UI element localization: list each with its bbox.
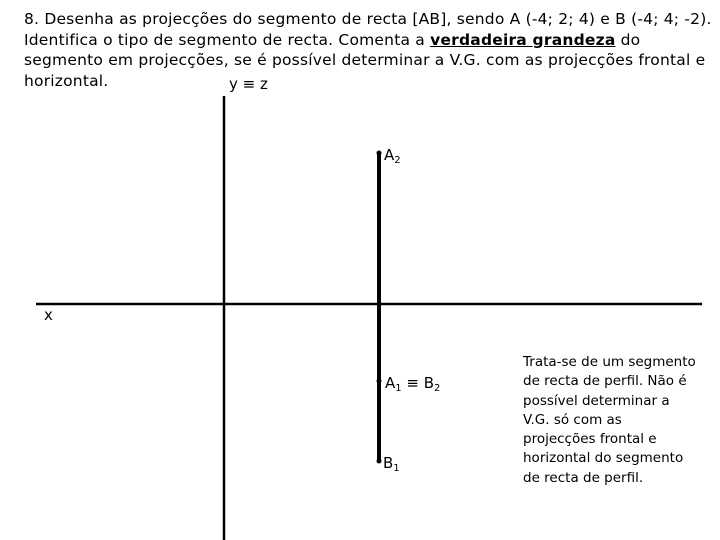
label-b1-index: 1 xyxy=(393,463,400,474)
label-a1-index: 1 xyxy=(395,383,402,394)
problem-text-2: do segmento em projecções, se é possível determinar a V.G. com as projecções frontal e horizontal. xyxy=(24,30,706,90)
label-a2-index: 2 xyxy=(394,155,401,166)
label-a2 xyxy=(384,147,401,169)
label-b1-letter: B xyxy=(383,454,394,472)
point-b1 xyxy=(377,459,382,464)
axis-yz-label: y ≡ z xyxy=(229,75,268,93)
label-a2-letter: A xyxy=(384,146,395,164)
axis-x-label: x xyxy=(44,306,53,324)
answer-text: Trata-se de um segmento de recta de perfil. Não é possível determinar a V.G. só com as projecções frontal e horizontal do segmento de recta de perfil. xyxy=(523,354,696,486)
label-b1 xyxy=(383,455,400,477)
point-a2 xyxy=(377,151,382,156)
point-a1-b2 xyxy=(377,379,382,384)
label-a1-letter: A xyxy=(385,374,396,392)
problem-emphasis: verdadeira grandeza xyxy=(430,30,616,49)
label-coincide-b: ≡ B xyxy=(401,374,435,392)
label-b2-index: 2 xyxy=(434,383,441,394)
label-a1-b2 xyxy=(385,375,440,397)
problem-text-1: 8. Desenha as projecções do segmento de recta [AB], sendo A (-4; 2; 4) e B (-4; 4; -2). Identifica o tipo de segmento de recta. Comenta a xyxy=(24,10,712,49)
